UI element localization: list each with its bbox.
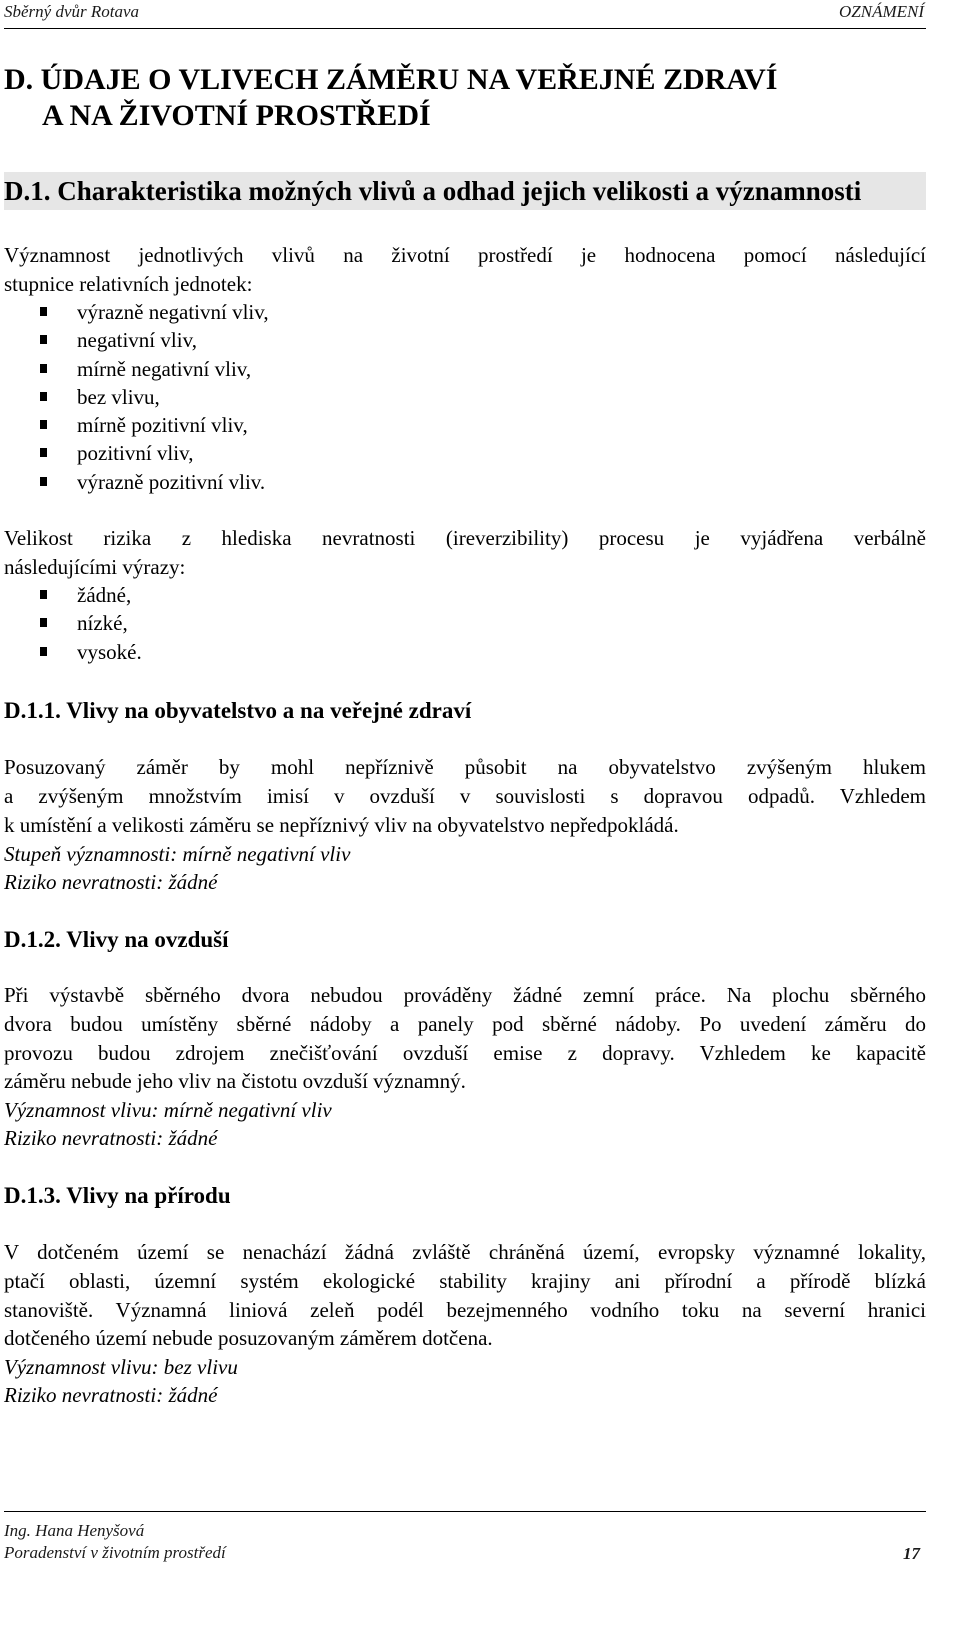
d12-significance: Významnost vlivu: mírně negativní vliv xyxy=(4,1098,332,1122)
list-item: mírně pozitivní vliv, xyxy=(4,411,926,439)
section-heading-d12: D.1.2. Vlivy na ovzduší xyxy=(4,927,229,952)
d13-line: V dotčeném území se nenachází žádná zvláště chráněná území, evropsky významné lokality, xyxy=(4,1240,926,1264)
page-header xyxy=(4,2,926,24)
bullet-square-icon xyxy=(40,618,47,627)
bullet-square-icon xyxy=(40,647,47,656)
d12-irreversibility: Riziko nevratnosti: žádné xyxy=(4,1126,218,1150)
list-item: výrazně pozitivní vliv. xyxy=(4,468,926,496)
page-footer xyxy=(4,1520,926,1564)
bullet-square-icon xyxy=(40,420,47,429)
list-item: nízké, xyxy=(4,609,926,637)
bullet-square-icon xyxy=(40,448,47,457)
list-item: negativní vliv, xyxy=(4,326,926,354)
risk-scale-list xyxy=(4,581,926,666)
footer-author: Ing. Hana Henyšová xyxy=(4,1521,145,1540)
header-project-name: Sběrný dvůr Rotava xyxy=(4,2,140,21)
intro-paragraph xyxy=(4,241,926,299)
document-page xyxy=(4,0,926,1626)
risk-paragraph xyxy=(4,524,926,582)
bullet-square-icon xyxy=(40,477,47,486)
d13-paragraph xyxy=(4,1238,926,1353)
d11-line: Posuzovaný záměr by mohl nepříznivě působit na obyvatelstvo zvýšeným hlukem xyxy=(4,755,926,779)
d12-line: dvora budou umístěny sběrné nádoby a panely pod sběrné nádoby. Po uvedení záměru do xyxy=(4,1011,926,1036)
bullet-square-icon xyxy=(40,364,47,373)
header-divider xyxy=(4,28,926,29)
list-item: vysoké. xyxy=(4,638,926,666)
d13-significance: Významnost vlivu: bez vlivu xyxy=(4,1355,238,1379)
bullet-square-icon xyxy=(40,590,47,599)
d11-line: a zvýšeným množstvím imisí v ovzduší v souvislosti s dopravou odpadů. Vzhledem xyxy=(4,783,926,808)
d12-paragraph xyxy=(4,981,926,1096)
main-heading-line1: D. ÚDAJE O VLIVECH ZÁMĚRU NA VEŘEJNÉ ZDRAVÍ xyxy=(4,63,778,96)
d13-line: ptačí oblasti, územní systém ekologické stability krajiny ani přírodní a přírodě blízká xyxy=(4,1268,926,1293)
list-item: mírně negativní vliv, xyxy=(4,355,926,383)
section-heading-d11: D.1.1. Vlivy na obyvatelstvo a na veřejné zdraví xyxy=(4,698,472,723)
bullet-square-icon xyxy=(40,335,47,344)
section-heading-d13: D.1.3. Vlivy na přírodu xyxy=(4,1183,231,1208)
bullet-square-icon xyxy=(40,307,47,316)
risk-line: Velikost rizika z hlediska nevratnosti (ireverzibility) procesu je vyjádřena verbálně xyxy=(4,526,926,550)
d12-line: Při výstavbě sběrného dvora nebudou prováděny žádné zemní práce. Na plochu sběrného xyxy=(4,983,926,1007)
d13-line: stanoviště. Významná liniová zeleň podél bezejmenného vodního toku na severní hranici xyxy=(4,1297,926,1322)
list-item: žádné, xyxy=(4,581,926,609)
d11-paragraph xyxy=(4,753,926,839)
d11-irreversibility: Riziko nevratnosti: žádné xyxy=(4,870,218,894)
d13-line: dotčeného území nebude posuzovaným záměrem dotčena. xyxy=(4,1326,493,1351)
intro-line: Významnost jednotlivých vlivů na životní prostředí je hodnocena pomocí následující xyxy=(4,243,926,267)
main-heading xyxy=(4,62,926,134)
intro-line: stupnice relativních jednotek: xyxy=(4,271,253,296)
page-number: 17 xyxy=(903,1544,920,1563)
significance-scale-list xyxy=(4,298,926,496)
list-item: bez vlivu, xyxy=(4,383,926,411)
d11-line: k umístění a velikosti záměru se nepříznivý vliv na obyvatelstvo nepředpokládá. xyxy=(4,812,679,837)
bullet-square-icon xyxy=(40,392,47,401)
d12-line: záměru nebude jeho vliv na čistotu ovzduší významný. xyxy=(4,1069,466,1094)
d12-line: provozu budou zdrojem znečišťování ovzduší emise z dopravy. Vzhledem ke kapacitě xyxy=(4,1040,926,1065)
header-document-type: OZNÁMENÍ xyxy=(839,2,924,21)
risk-line: následujícími výrazy: xyxy=(4,554,186,579)
list-item: pozitivní vliv, xyxy=(4,439,926,467)
main-heading-line2: A NA ŽIVOTNÍ PROSTŘEDÍ xyxy=(42,99,431,132)
list-item: výrazně negativní vliv, xyxy=(4,298,926,326)
section-heading-d1: D.1. Charakteristika možných vlivů a odhad jejich velikosti a významnosti xyxy=(4,172,926,210)
d13-irreversibility: Riziko nevratnosti: žádné xyxy=(4,1383,218,1407)
footer-divider xyxy=(4,1511,926,1512)
d11-significance: Stupeň významnosti: mírně negativní vliv xyxy=(4,842,351,866)
footer-organization: Poradenství v životním prostředí xyxy=(4,1543,226,1562)
